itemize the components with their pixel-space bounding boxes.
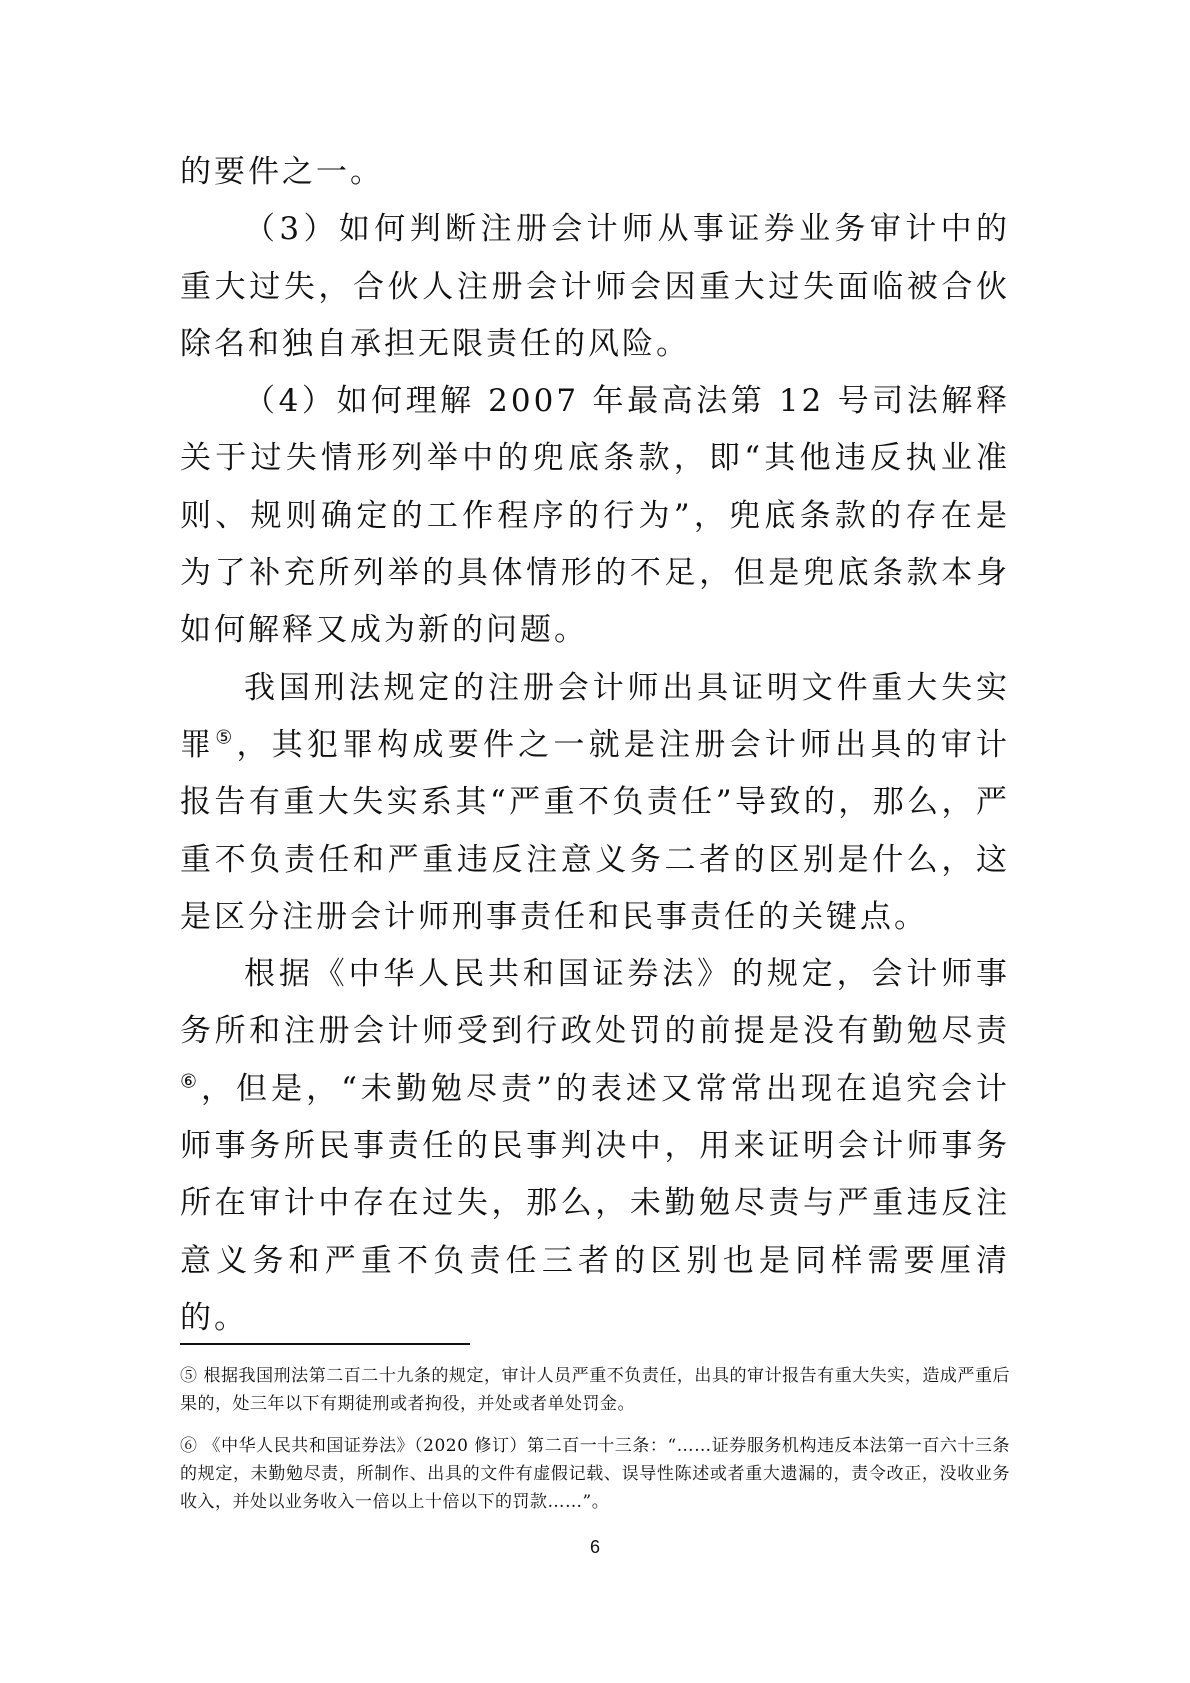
- body-text: [180, 144, 1010, 1347]
- paragraph-item-3: （3）如何判断注册会计师从事证券业务审计中的重大过失，合伙人注册会计师会因重大过失面临被合伙除名和独自承担无限责任的风险。: [180, 211, 1010, 362]
- footnote-reference-6[interactable]: ⑥: [180, 1070, 202, 1093]
- paragraph-criminal-liability: [180, 660, 1010, 946]
- paragraph-item-4: （4）如何理解 2007 年最高法第 12 号司法解释关于过失情形列举中的兜底条款，即“其他违反执业准则、规则确定的工作程序的行为”，兜底条款的存在是为了补充所列举的具体情形的不足，但是兜底条款本身如何解释又成为新的问题。: [180, 383, 1010, 649]
- paragraph-securities-law: [180, 946, 1010, 1347]
- footnote-text: 《中华人民共和国证券法》（2020 修订）第二百一十三条：“……证券服务机构违反本法第一百六十三条的规定，未勤勉尽责，所制作、出具的文件有虚假记载、误导性陈述或者重大遗漏的，责令改正，没收业务收入，并处以业务收入一倍以上十倍以下的罚款……”。: [180, 1436, 1011, 1512]
- paragraph-text: ，其犯罪构成要件之一就是注册会计师出具的审计报告有重大失实系其“严重不负责任”导致的，那么，严重不负责任和严重违反注意义务二者的区别是什么，这是区分注册会计师刑事责任和民事责任的关键点。: [180, 726, 1010, 935]
- paragraph-continued: 的要件之一。: [180, 154, 384, 190]
- footnote-5: [180, 1362, 1010, 1418]
- footnotes: [180, 1362, 1010, 1530]
- footnote-mark: ⑥: [180, 1436, 198, 1456]
- paragraph-text: 根据《中华人民共和国证券法》的规定，会计师事务所和注册会计师受到行政处罚的前提是没有勤勉尽责: [180, 956, 1010, 1050]
- footnote-6: [180, 1432, 1010, 1516]
- footnote-mark: ⑤: [180, 1366, 198, 1386]
- paragraph-text: 我国刑法规定的注册会计师出具证明文件重大失实罪: [180, 669, 1010, 763]
- footnote-reference-5[interactable]: ⑤: [215, 726, 237, 749]
- paragraph-text: ，但是，“未勤勉尽责”的表述又常常出现在追究会计师事务所民事责任的民事判决中，用来证明会计师事务所在审计中存在过失，那么，未勤勉尽责与严重违反注意义务和严重不负责任三者的区别也是同样需要厘清的。: [180, 1070, 1010, 1336]
- page-number: 6: [589, 1537, 600, 1557]
- footnote-text: 根据我国刑法第二百二十九条的规定，审计人员严重不负责任，出具的审计报告有重大失实，造成严重后果的，处三年以下有期徒刑或者拘役，并处或者单处罚金。: [180, 1366, 1011, 1414]
- footnote-separator: [180, 1343, 470, 1345]
